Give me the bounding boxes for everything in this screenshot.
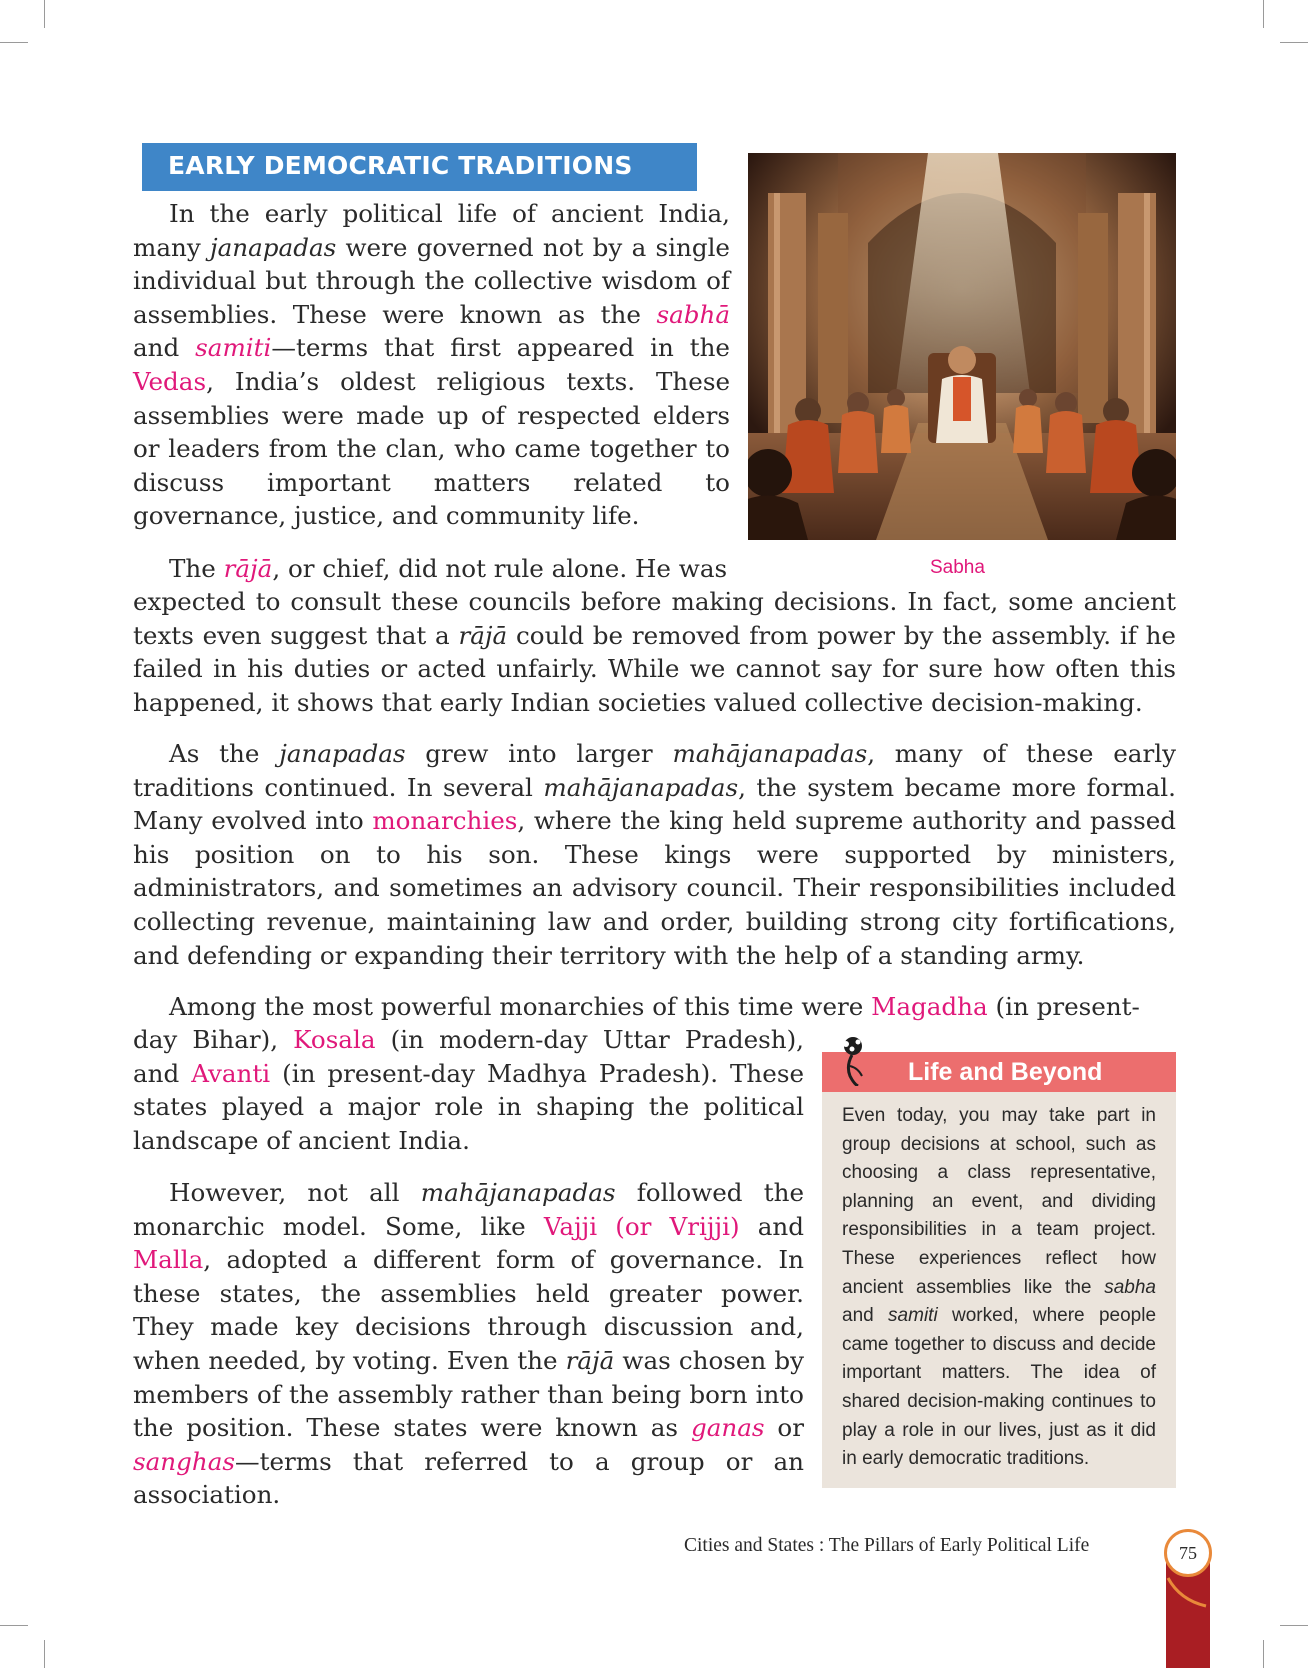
- sabha-illustration: [748, 153, 1176, 540]
- life-and-beyond-text: Even today, you may take part in group decisions at school, such as choosing a class representative, planning an event, and dividing responsibilities in a team project. These experiences reflect how ancient assemblies like the sabha and samiti worked, where people came together to discuss and decide important matters. The idea of shared decision-making continues to play a role in our lives, just as it did in early democratic traditions.: [842, 1105, 1157, 1470]
- figure-caption: Sabha: [930, 557, 985, 578]
- term-samiti: samiti: [195, 333, 272, 363]
- sabha-image: [748, 153, 1176, 540]
- term-magadha: Magadha: [871, 992, 988, 1021]
- crop-mark: [0, 42, 28, 43]
- paragraph-janapadas: In the early political life of ancient India, many janapadas were governed not by a single individual but through the collective wisdom of assemblies. These were known as the sabhā and samiti—terms that first appeared in the Vedas, India’s oldest religious texts. These assemblies were made up of respected elders or leaders from the clan, who came together to discuss important matters related to governance, justice, and community life.: [133, 199, 730, 531]
- term-avanti: Avanti: [191, 1058, 271, 1088]
- term-vedas: Vedas: [133, 366, 207, 396]
- term-ganas: ganas: [690, 1413, 765, 1443]
- page-number: 75: [1164, 1529, 1212, 1577]
- paragraph-raja-councils: expected to consult these councils before making decisions. In fact, some ancient texts even suggest that a rājā could be removed from power by the assembly. if he failed in his duties or acted unfairly. While we cannot say for sure how often this happened, it shows that early Indian societies valued collective decision-making.: [133, 587, 1176, 717]
- tree-person-icon: [836, 1036, 870, 1086]
- paragraph-mahajanapadas: As the janapadas grew into larger mahājanapadas, many of these early traditions continued. In several mahājanapadas, the system became more formal. Many evolved into monarchies, where the king held supreme authority and passed his position on to his son. These kings were supported by ministers, administrators, and sometimes an advisory council. Their responsibilities included collecting revenue, maintaining law and order, building strong city fortifications, and defending or expanding their territory with the help of a standing army.: [133, 739, 1176, 970]
- paragraph-monarchies: day Bihar), Kosala (in modern-day Uttar Pradesh), and Avanti (in present-day Madhya Pradesh). These states played a major role in shaping the political landscape of ancient India.: [133, 1025, 804, 1155]
- term-sabha: sabhā: [656, 299, 730, 329]
- paragraph-monarchies-intro: Among the most powerful monarchies of this time were Magadha (in present-: [169, 992, 1140, 1021]
- crop-mark: [44, 1640, 45, 1668]
- chapter-title: Cities and States : The Pillars of Early Political Life: [684, 1535, 1090, 1556]
- life-and-beyond-header: [822, 1052, 1176, 1092]
- crop-mark: [44, 0, 45, 28]
- crop-mark: [1280, 1625, 1308, 1626]
- term-sanghas: sanghas: [133, 1446, 235, 1476]
- crop-mark: [0, 1625, 28, 1626]
- crop-mark: [1263, 1640, 1264, 1668]
- term-vajji: Vajji (or Vrijji): [543, 1211, 740, 1241]
- paragraph-ganas-sanghas: However, not all mahājanapadas followed the monarchic model. Some, like Vajji (or Vrijji) and Malla, adopted a different form of governance. In these states, the assemblies held greater power. They made key decisions through discussion and, when needed, by voting. Even the rājā was chosen by members of the assembly rather than being born into the position. These states were known as ganas or sanghas—terms that referred to a group or an association.: [133, 1178, 804, 1510]
- life-and-beyond-box: [822, 1052, 1176, 1488]
- crop-mark: [1263, 0, 1264, 28]
- paragraph-raja-intro: The rājā, or chief, did not rule alone. He was: [169, 554, 728, 583]
- crop-mark: [1280, 42, 1308, 43]
- life-and-beyond-title: Life and Beyond: [908, 1058, 1103, 1086]
- section-heading: EARLY DEMOCRATIC TRADITIONS: [168, 151, 633, 180]
- term-kosala: Kosala: [293, 1025, 376, 1054]
- term-raja: rājā: [223, 554, 273, 583]
- term-malla: Malla: [133, 1245, 204, 1275]
- section-heading-bar: [142, 143, 697, 191]
- term-monarchies: monarchies: [372, 806, 518, 836]
